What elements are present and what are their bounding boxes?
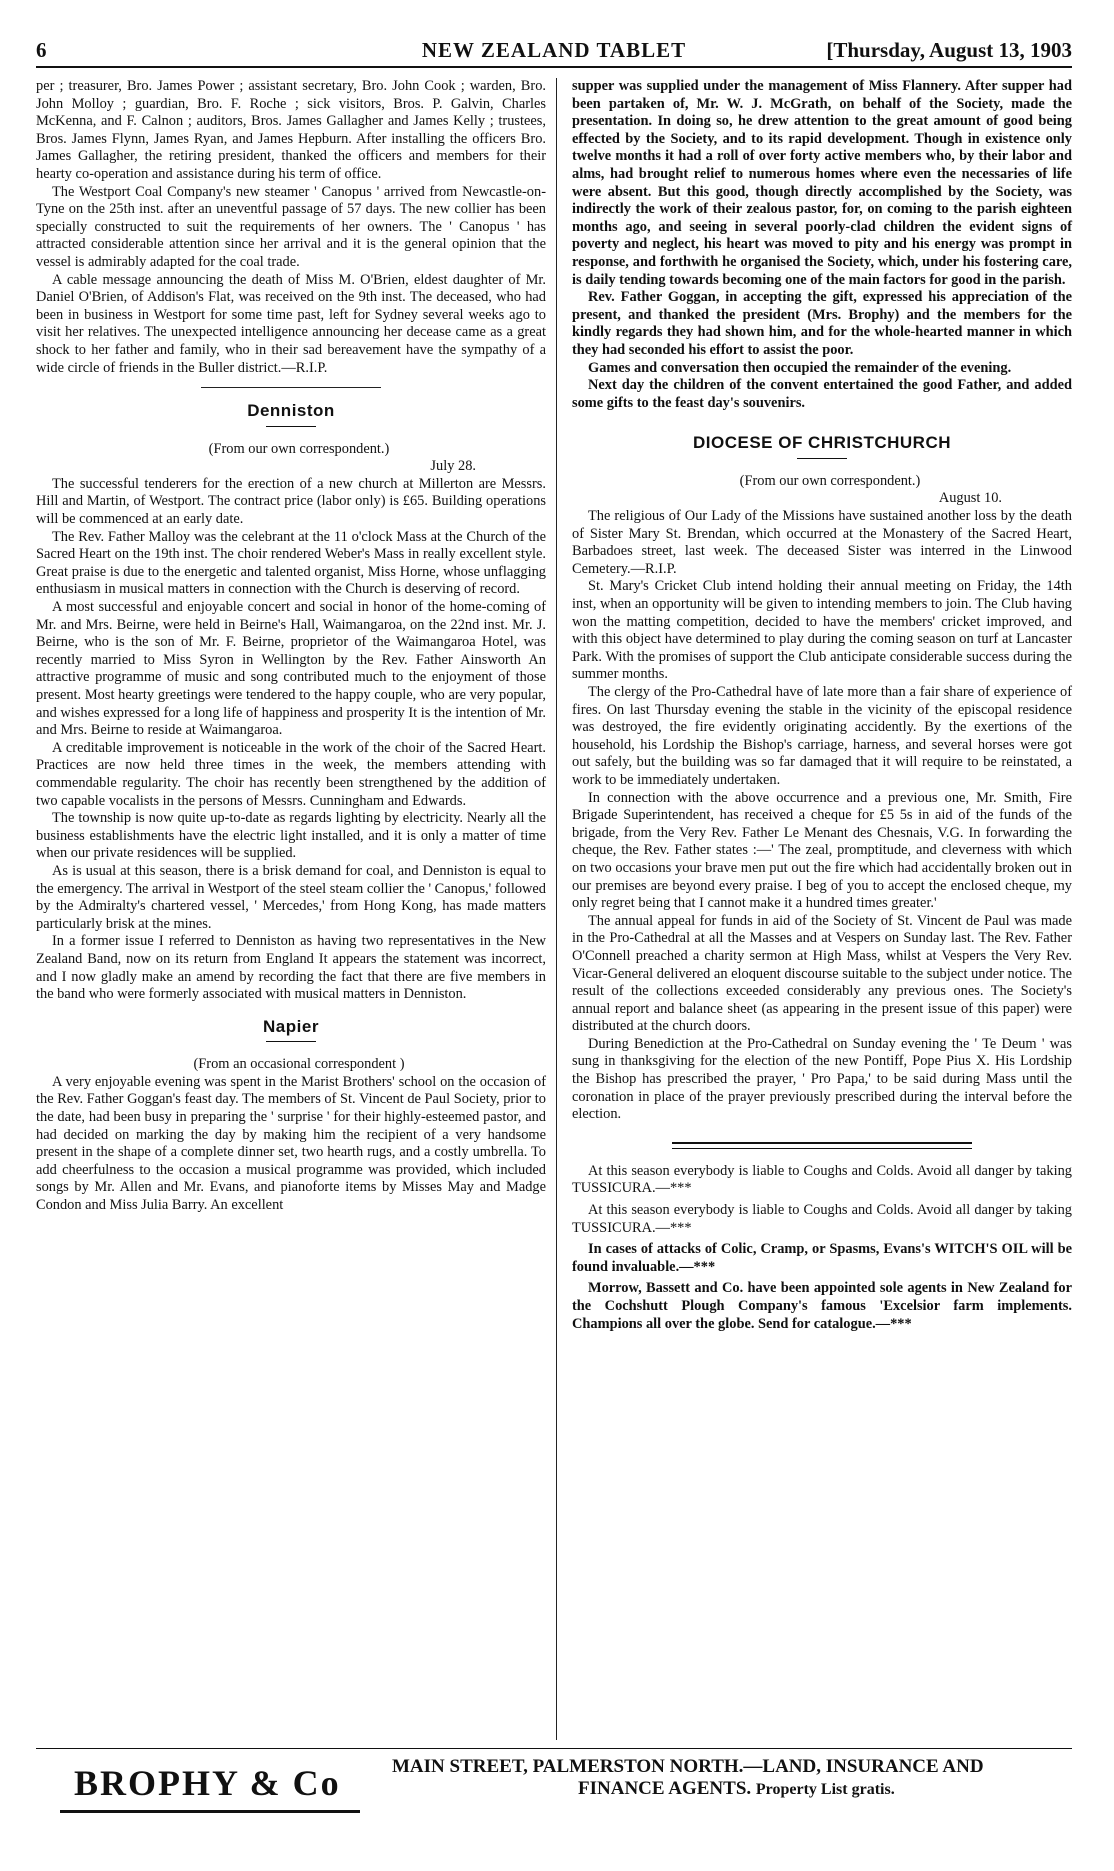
heading-rule	[266, 1041, 316, 1042]
correspondent-line: (From an occasional correspondent )	[193, 1056, 405, 1073]
article-paragraph: St. Mary's Cricket Club intend holding their annual meeting on Friday, the 14th inst, when an opportunity will be given to intending members to join. The Club having won the matting competition, decided to have the members' cricket improved, and with this object have determined to play during the coming season on turf at Lancaster Park. With the promises of support the Club anticipate considerable success during the summer months.	[572, 578, 1072, 683]
article-paragraph: Rev. Father Goggan, in accepting the gift, expressed his appreciation of the present, and thanked the president (Mrs. Brophy) and the members for the kindly regards they had shown him, and for the whole-hearted manner in which they had seconded his effort to assist the poor.	[572, 289, 1072, 358]
article-paragraph: per ; treasurer, Bro. James Power ; assistant secretary, Bro. John Cook ; warden, Bro. John Molloy ; guardian, Bro. F. Roche ; sick visitors, Bros. P. Galvin, Charles McKenna, and F. Calnon ; auditors, Bros. James Gallagher and James Kelly ; trustees, Bros. James Flynn, James Ryan, and James Hepburn. After installing the officers Bro. James Gallagher, the retiring president, thanked the officers and members for their hearty co-operation and assistance during his term of office.	[36, 78, 546, 182]
section-heading-denniston: Denniston	[247, 401, 335, 421]
article-paragraph: supper was supplied under the management of Miss Flannery. After supper had been partaken of, Mr. W. J. McGrath, on behalf of the Society, made the presentation. In doing so, he drew attention to the great amount of good being effected by the Society, and to its rapid development. Though in existence only twelve months it had a roll of over forty active members who, by their labor and alms, had brought relief to numerous homes where even the necessaries of life were absent. But this good, though directly accomplished by the Society, was indirectly the work of their zealous pastor, for, on coming to the parish eighteen months ago, and seeing in several poorly-clad children the evident signs of poverty and neglect, his heart was moved to pity and his energy was prompt in response, and forthwith he organised the Society, which, under his fostering care, is daily tending towards becoming one of the main factors for good in the parish.	[572, 78, 1072, 288]
ad-separator	[672, 1148, 972, 1149]
advertisement: In cases of attacks of Colic, Cramp, or Spasms, Evans's WITCH'S OIL will be found invaluable.—***	[572, 1241, 1072, 1275]
column-divider	[556, 78, 557, 1740]
article-paragraph: The clergy of the Pro-Cathedral have of late more than a fair share of experience of fires. On last Thursday evening the stable in the vicinity of the episcopal residence was destroyed, the fire evidently originating accidently. By the exertions of the household, his Lordship the Bishop's carriage, harness, and several horses were got out safely, but the building was so far damaged that it will require to be reinstated, a work to be immediately undertaken.	[572, 684, 1072, 788]
brand-name: BROPHY & Co	[74, 1763, 341, 1803]
right-column	[572, 78, 1072, 1337]
left-column	[36, 78, 546, 1215]
correspondent-line: (From our own correspondent.)	[739, 472, 921, 489]
correspondent-line: (From our own correspondent.)	[208, 440, 390, 457]
article-paragraph: The township is now quite up-to-date as regards lighting by electricity. Nearly all the business establishments have the electric light installed, and it is only a matter of time when our private residences will be supplied.	[36, 810, 546, 862]
ad-separator	[672, 1142, 972, 1144]
article-paragraph: The successful tenderers for the erection of a new church at Millerton are Messrs. Hill and Martin, of Westport. The contract price (labor only) is £65. Building operations will be commenced at an early date.	[36, 475, 546, 528]
heading-rule	[266, 426, 316, 427]
issue-date: [Thursday, August 13, 1903	[826, 38, 1072, 62]
article-paragraph: A most successful and enjoyable concert and social in honor of the home-coming of Mr. and Mrs. Beirne, were held in Beirne's Hall, Waimangaroa, on the 22nd inst. Mr. J. Beirne, who is the son of Mr. F. Beirne, proprietor of the Waimangaroa Hotel, was recently married to Miss Syron in Wellington by the Rev. Father Ainsworth An attractive programme of music and song contributed much to the enjoyment of those present. Most hearty greetings were tendered to the happy couple, who are very popular, and wishes expressed for a long life of happiness and prosperity It is the intention of Mr. and Mrs. Beirne to reside at Waimangaroa.	[36, 599, 546, 739]
masthead-title: NEW ZEALAND TABLET	[421, 38, 687, 62]
heading-rule	[797, 458, 847, 459]
footer-line-2-b: Property List gratis.	[755, 1781, 895, 1798]
page-header	[36, 36, 1072, 66]
article-paragraph: During Benediction at the Pro-Cathedral on Sunday evening the ' Te Deum ' was sung in thanksgiving for the election of the new Pontiff, Pope Pius X. His Lordship the Bishop has prescribed the prayer, ' Pro Papa,' to be said during Mass until the coronation in place of the prayer previously prescribed during the interval before the election.	[572, 1035, 1072, 1123]
footer-rule	[36, 1748, 1072, 1749]
advertisement: At this season everybody is liable to Coughs and Colds. Avoid all danger by taking TUSSICURA.—***	[572, 1202, 1072, 1236]
footer-advertisement	[60, 1756, 1070, 1816]
footer-line-2-a: FINANCE AGENTS.	[578, 1778, 752, 1799]
article-paragraph: The annual appeal for funds in aid of the Society of St. Vincent de Paul was made in the Pro-Cathedral at all the Masses and at Vespers on Sunday last. The Rev. Father O'Connell preached a charity sermon at High Mass, whilst at Vespers the Very Rev. Vicar-General delivered an eloquent discourse suitable to the subject under notice. The result of the collections exceeded considerably any previous ones. The Society's annual report and balance sheet (as appearing in the present issue of this paper) were distributed at the church doors.	[572, 912, 1072, 1035]
advertisement: Morrow, Bassett and Co. have been appointed sole agents in New Zealand for the Cochshutt Plough Company's famous 'Excelsior farm implements. Champions all over the globe. Send for catalogue.—***	[572, 1280, 1072, 1332]
section-separator	[201, 387, 381, 388]
article-paragraph: The Rev. Father Malloy was the celebrant at the 11 o'clock Mass at the Church of the Sacred Heart on the 19th inst. The choir rendered Weber's Mass in really excellent style. Great praise is due to the energetic and talented organist, Miss Horne, whose unflagging enthusiasm in musical matters in connection with the Church is deserving of record.	[36, 528, 546, 598]
footer-info	[392, 1756, 1052, 1801]
advertisement: At this season everybody is liable to Coughs and Colds. Avoid all danger by taking TUSSICURA.—***	[572, 1162, 1072, 1197]
article-paragraph: As is usual at this season, there is a brisk demand for coal, and Denniston is equal to the emergency. The arrival in Westport of the steel steam collier the ' Canopus,' followed by the Admiralty's chartered vessel, ' Mercedes,' from Hong Kong, has made matters particularly brisk at the mines.	[36, 862, 546, 932]
page-number: 6	[36, 38, 47, 62]
article-paragraph: The Westport Coal Company's new steamer ' Canopus ' arrived from Newcastle-on-Tyne on the 25th inst. after an uneventful passage of 57 days. The new collier has been specially constructed to suit the requirements of her owners. The ' Canopus ' has attracted considerable attention since her arrival and it is the general opinion that the vessel is admirably adapted for the coal trade.	[36, 183, 546, 270]
footer-line-2	[392, 1778, 1052, 1801]
dateline: July 28.	[430, 458, 476, 475]
article-paragraph: In a former issue I referred to Denniston as having two representatives in the New Zealand Band, now on its return from England It appears the statement was incorrect, and I now gladly make an amend by recording the fact that there are five members in the band who were formerly associated with musical matters in Denniston.	[36, 933, 546, 1003]
article-paragraph: A cable message announcing the death of Miss M. O'Brien, eldest daughter of Mr. Daniel O'Brien, of Addison's Flat, was received on the 9th inst. The deceased, who had been in business in Westport for some time past, left for Sydney several weeks ago to visit her relatives. The unexpected intelligence announcing her decease came as a great shock to her father and family, who in their sad bereavement have the sympathy of a wide circle of friends in the Buller district.—R.I.P.	[36, 271, 546, 376]
section-heading-napier: Napier	[263, 1016, 319, 1036]
section-heading-christchurch: DIOCESE OF CHRISTCHURCH	[692, 433, 951, 453]
article-paragraph: A creditable improvement is noticeable in the work of the choir of the Sacred Heart. Practices are now held three times in the week, the members attending with commendable regularity. The choir has recently been strengthened by the addition of two capable vocalists in the persons of Messrs. Cunningham and Edwards.	[36, 739, 546, 809]
brand-underline	[60, 1810, 360, 1813]
article-paragraph: Next day the children of the convent entertained the good Father, and added some gifts to the feast day's souvenirs.	[572, 377, 1072, 411]
dateline: August 10.	[938, 490, 1002, 507]
article-paragraph: In connection with the above occurrence and a previous one, Mr. Smith, Fire Brigade Superintendent, has received a cheque for £5 5s in aid of the funds of the brigade, from the Very Rev. Father Le Menant des Chesnais, V.G. In forwarding the cheque, the Rev. Father states :—' The zeal, promptitude, and cleverness with which on two occasions your brave men put out the fire which had accidentally broken out in our premises are beyond every praise. I beg of you to accept the enclosed cheque, my only regret being that I cannot make it a hundred times greater.'	[572, 789, 1072, 912]
header-rule	[36, 66, 1072, 68]
footer-line-1: MAIN STREET, PALMERSTON NORTH.—LAND, INSURANCE AND	[392, 1756, 984, 1777]
article-paragraph: A very enjoyable evening was spent in the Marist Brothers' school on the occasion of the Rev. Father Goggan's feast day. The members of St. Vincent de Paul Society, prior to the date, had been busy in preparing the ' surprise ' for their highly-esteemed pastor, and had decided on marking the day by making him the recipient of a very handsome present in the shape of a complete dinner set, two hearth rugs, and a costly umbrella. To add cheerfulness to the occasion a musical programme was provided, which included songs by Mr. Allen and Mr. Evans, and pianoforte items by Misses May and Madge Condon and Miss Julia Barry. An excellent	[36, 1073, 546, 1214]
article-paragraph: Games and conversation then occupied the remainder of the evening.	[588, 359, 1012, 376]
article-paragraph: The religious of Our Lady of the Missions have sustained another loss by the death of Sister Mary St. Brendan, which occurred at the Monastery of the Sacred Heart, Barbadoes street, last week. The deceased Sister was interred in the Linwood Cemetery.—R.I.P.	[572, 508, 1072, 577]
